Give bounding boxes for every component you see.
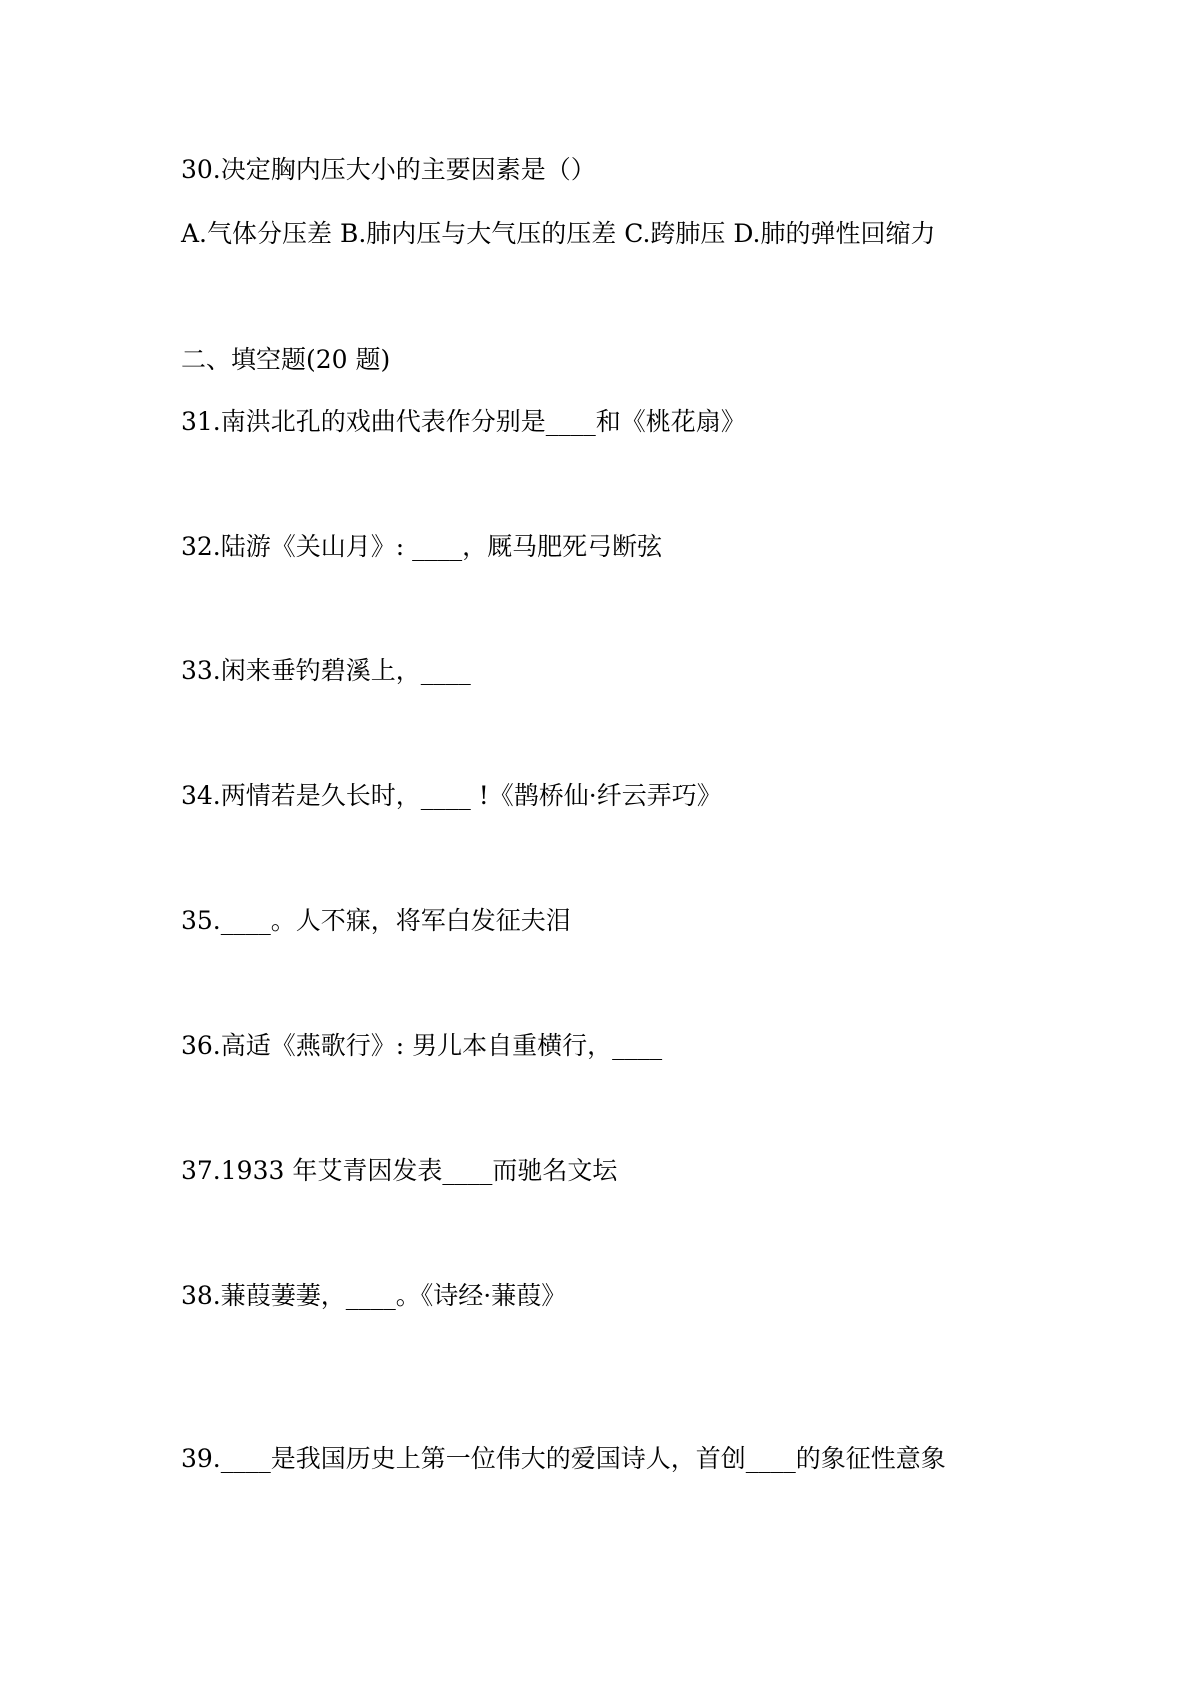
question-35: 35.____。人不寐，将军白发征夫泪 [181, 906, 571, 935]
question-33: 33.闲来垂钓碧溪上，____ [181, 656, 471, 685]
question-38: 38.蒹葭萋萋，____。《诗经·蒹葭》 [181, 1281, 567, 1310]
question-31: 31.南洪北孔的戏曲代表作分别是____和《桃花扇》 [181, 407, 746, 436]
question-32: 32.陆游《关山月》: ____，厩马肥死弓断弦 [181, 532, 663, 561]
question-37: 37.1933 年艾青因发表____而驰名文坛 [181, 1156, 618, 1185]
question-34: 34.两情若是久长时，____ !《鹊桥仙·纤云弄巧》 [181, 781, 722, 810]
question-39: 39.____是我国历史上第一位伟大的爱国诗人，首创____的象征性意象 [181, 1444, 946, 1473]
question-30-stem: 30.决定胸内压大小的主要因素是（） [181, 155, 596, 184]
question-36: 36.高适《燕歌行》: 男儿本自重横行，____ [181, 1031, 663, 1060]
question-30-options: A.气体分压差 B.肺内压与大气压的压差 C.跨肺压 D.肺的弹性回缩力 [181, 219, 936, 248]
section-heading-fill-in-blank: 二、填空题(20 题) [181, 345, 391, 374]
